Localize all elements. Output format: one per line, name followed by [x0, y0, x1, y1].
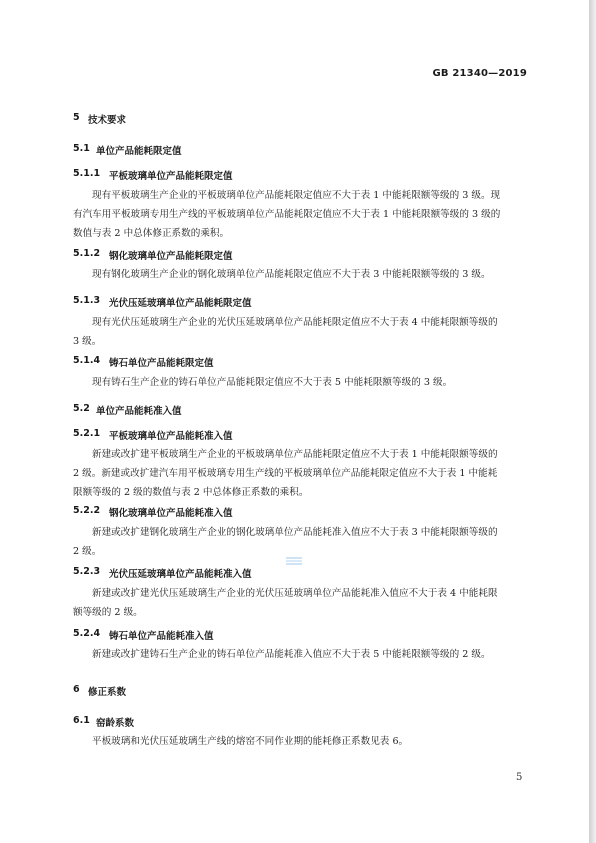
text-line: 现有平板玻璃生产企业的平板玻璃单位产品能耗限定值应不大于表 1 中能耗限额等级的 3 级。现 [92, 190, 501, 201]
section-number: 5.1.3 [73, 295, 101, 306]
section-number: 5.2.2 [73, 505, 101, 516]
text-line: 现有光伏压延玻璃生产企业的光伏压延玻璃单位产品能耗限定值应不大于表 4 中能耗限额等级的 [92, 317, 498, 328]
section-number: 5.2 [73, 403, 90, 414]
section-title: 修正系数 [88, 687, 127, 698]
paragraph-5-1-3 [73, 313, 533, 351]
paragraph-5-2-3 [73, 584, 533, 622]
paragraph-5-1-2 [73, 265, 533, 284]
section-number: 6 [73, 684, 80, 695]
text-line: 额等级的 2 级。 [73, 607, 143, 618]
section-number: 6.1 [73, 715, 90, 726]
text-line: 2 级。 [73, 546, 102, 557]
section-number: 5.1 [73, 143, 90, 154]
section-title: 单位产品能耗限定值 [96, 146, 182, 157]
page-edge-shadow [589, 0, 596, 843]
section-title: 平板玻璃单位产品能耗限定值 [109, 171, 233, 182]
section-title: 技术要求 [88, 115, 127, 126]
text-line: 新建或改扩建铸石生产企业的铸石单位产品能耗准入值应不大于表 5 中能耗限额等级的 2 级。 [92, 649, 491, 660]
text-line: 现有钢化玻璃生产企业的钢化玻璃单位产品能耗限定值应不大于表 3 中能耗限额等级的 3 级。 [92, 269, 491, 280]
section-number: 5 [73, 112, 80, 123]
faint-watermark-icon [284, 555, 304, 567]
section-title: 窑龄系数 [96, 718, 135, 729]
section-number: 5.2.1 [73, 428, 101, 439]
section-number: 5.1.1 [73, 168, 101, 179]
text-line: 限额等级的 2 级的数值与表 2 中总体修正系数的乘积。 [73, 487, 309, 498]
section-title: 铸石单位产品能耗限定值 [109, 358, 214, 369]
paragraph-6-1 [73, 732, 533, 751]
section-title: 光伏压延玻璃单位产品能耗限定值 [109, 298, 252, 309]
text-line: 数值与表 2 中总体修正系数的乘积。 [73, 228, 230, 239]
text-line: 2 级。新建或改扩建汽车用平板玻璃专用生产线的平板玻璃单位产品能耗限定值应不大于表 1 中能耗 [73, 468, 498, 479]
section-title: 铸石单位产品能耗准入值 [109, 631, 214, 642]
paragraph-5-2-4 [73, 645, 533, 664]
section-title: 平板玻璃单位产品能耗准入值 [109, 431, 233, 442]
text-line: 有汽车用平板玻璃专用生产线的平板玻璃单位产品能耗限定值应不大于表 1 中能耗限额等级的 3 级的 [73, 209, 501, 220]
section-number: 5.2.3 [73, 566, 101, 577]
section-number: 5.1.2 [73, 248, 101, 259]
text-line: 平板玻璃和光伏压延玻璃生产线的熔窑不同作业期的能耗修正系数见表 6。 [92, 736, 409, 747]
text-line: 新建或改扩建光伏压延玻璃生产企业的光伏压延玻璃单位产品能耗准入值应不大于表 4 中能耗限 [92, 588, 498, 599]
text-line: 3 级。 [73, 336, 102, 347]
paragraph-5-2-1 [73, 445, 533, 502]
standard-number: GB 21340—2019 [432, 68, 527, 79]
section-title: 钢化玻璃单位产品能耗准入值 [109, 508, 233, 519]
text-line: 新建或改扩建平板玻璃生产企业的平板玻璃单位产品能耗限定值应不大于表 1 中能耗限额等级的 [92, 449, 498, 460]
section-number: 5.1.4 [73, 355, 101, 366]
text-line: 现有铸石生产企业的铸石单位产品能耗限定值应不大于表 5 中能耗限额等级的 3 级。 [92, 377, 453, 388]
section-title: 单位产品能耗准入值 [96, 406, 182, 417]
section-number: 5.2.4 [73, 628, 101, 639]
paragraph-5-1-1 [73, 186, 533, 243]
section-title: 光伏压延玻璃单位产品能耗准入值 [109, 569, 252, 580]
text-line: 新建或改扩建钢化玻璃生产企业的钢化玻璃单位产品能耗准入值应不大于表 3 中能耗限额等级的 [92, 527, 498, 538]
page-number: 5 [516, 772, 523, 783]
paragraph-5-1-4 [73, 373, 533, 392]
section-title: 钢化玻璃单位产品能耗限定值 [109, 251, 233, 262]
